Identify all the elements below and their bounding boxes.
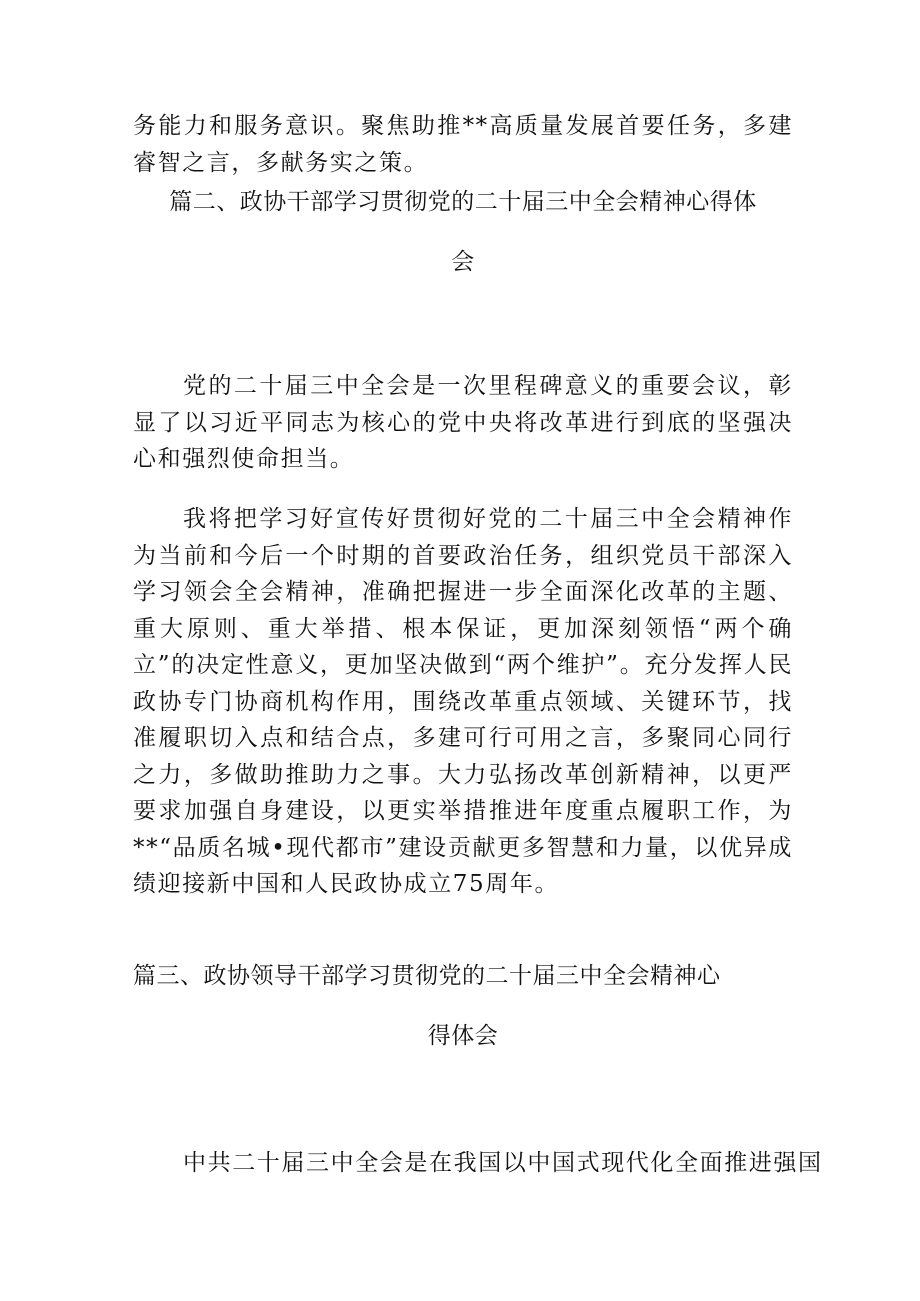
section3-heading-line2: 得体会 bbox=[427, 1023, 499, 1049]
section2-heading-line2: 会 bbox=[451, 249, 475, 275]
section2-paragraph2: 我将把学习好宣传好贯彻好党的二十届三中全会精神作为当前和今后一个时期的首要政治任务，组织党员干部深入学习领会全会精神，准确把握进一步全面深化改革的主题、重大原则、重大举措、根本保证，更加深刻领悟“两个确立”的决定性意义，更加坚决做到“两个维护”。充分发挥人民政协专门协商机构作用，围绕改革重点领域、关键环节，找准履职切入点和结合点，多建可行可用之言，多聚同心同行之力，多做助推助力之事。大力弘扬改革创新精神，以更严要求加强自身建设，以更实举措推进年度重点履职工作，为**“品质名城•现代都市”建设贡献更多智慧和力量，以优异成绩迎接新中国和人民政协成立75周年。 bbox=[133, 506, 793, 897]
section3-heading-line1: 篇三、政协领导干部学习贯彻党的二十届三中全会精神心 bbox=[133, 963, 721, 989]
section2-paragraph1: 党的二十届三中全会是一次里程碑意义的重要会议，彰显了以习近平同志为核心的党中央将改革进行到底的坚强决心和强烈使命担当。 bbox=[133, 373, 793, 472]
continuation-paragraph: 务能力和服务意识。聚焦助推**高质量发展首要任务，多建睿智之言，多献务实之策。 bbox=[133, 113, 793, 176]
section3-heading bbox=[133, 946, 793, 1066]
section2-heading bbox=[133, 172, 793, 292]
section3-paragraph1: 中共二十届三中全会是在我国以中国式现代化全面推进强国 bbox=[183, 1150, 823, 1176]
section2-heading-line1: 篇二、政协干部学习贯彻党的二十届三中全会精神心得体 bbox=[169, 189, 757, 215]
